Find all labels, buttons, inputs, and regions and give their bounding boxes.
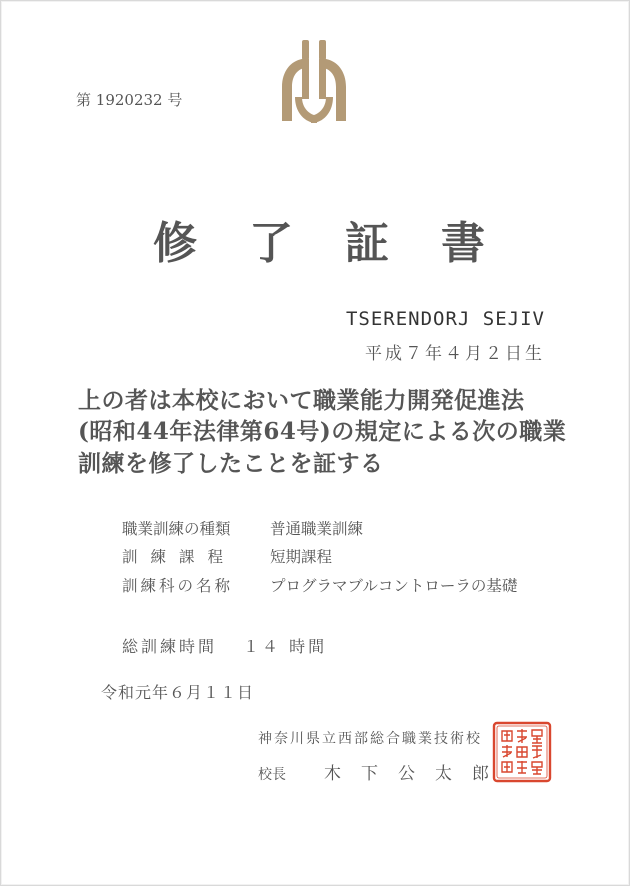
training-subject-row [122,574,517,596]
recipient-name: TSERENDORJ SEJIV [345,308,545,330]
total-hours-label: 総訓練時間 [122,637,218,656]
school-name: 神奈川県立西部総合職業技術校 [258,731,482,747]
statement-line-1: 上の者は本校において職業能力開発促進法 [78,387,525,414]
training-type-row [122,517,363,539]
statement-line-3: 訓練を修了したことを証する [78,450,384,477]
certificate-number [76,89,182,110]
training-course-value: 短期課程 [270,548,333,566]
certificate-title: 修了証書 [153,218,537,269]
principal-name: 木下公太郎 [324,764,509,784]
training-type-label: 職業訓練の種類 [122,520,231,538]
certificate-number-value: 1920232 [95,91,163,109]
training-subject-label: 訓練科の名称 [122,577,234,595]
statement-line-2: (昭和44年法律第64号)の規定による次の職業 [78,418,567,445]
training-course-label: 訓練課程 [122,548,237,566]
principal-title: 校長 [258,767,286,783]
issue-date: 令和元年６月１１日 [101,683,255,702]
training-type-value: 普通職業訓練 [270,520,364,538]
prefecture-emblem-icon [273,37,355,125]
official-seal-icon [492,721,552,783]
training-subject-value: プログラマブルコントローラの基礎 [270,577,518,595]
recipient-birth-date: 平成７年４月２日生 [365,344,545,364]
total-hours-row [122,634,327,657]
certificate-number-suffix: 号 [167,91,183,109]
certificate-number-prefix: 第 [76,91,92,109]
total-hours-value: １４ 時間 [243,637,328,656]
training-course-row [122,545,332,567]
